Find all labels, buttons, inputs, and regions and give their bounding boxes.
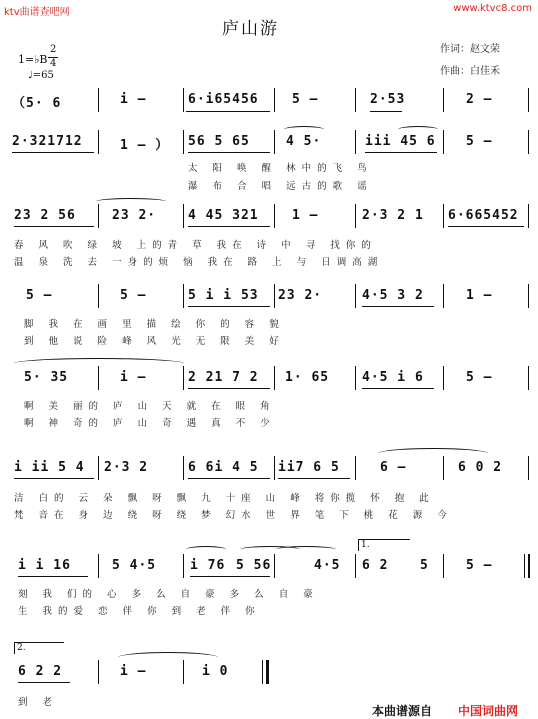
- volta-first: 1.: [361, 540, 370, 550]
- page-title: 庐山游: [222, 19, 279, 39]
- measure: 5 –: [466, 558, 493, 573]
- measure: 1 –: [292, 208, 319, 223]
- lyrics-verse-1: 刻 我 们的 心 多 么 自 豪 多 么 自 豪: [18, 589, 319, 600]
- lyrics-verse-2: 到 他 说 险 峰 风 光 无 限 美 好: [24, 336, 285, 347]
- measure: ii7 6 5: [278, 460, 340, 475]
- measure: i 76: [190, 558, 226, 573]
- measure: 1 –: [466, 288, 493, 303]
- lyrics-verse-2: 啊 神 奇的 庐 山 奇 遇 真 不 少: [24, 418, 276, 429]
- measure: 5· 35: [24, 370, 69, 385]
- measure: i –: [120, 664, 147, 679]
- measure: 4·5 3 2: [362, 288, 424, 303]
- key-signature: 1=♭B: [18, 53, 48, 66]
- watermark-right: www.ktvc8.com: [453, 3, 532, 14]
- measure: 5 56: [236, 558, 272, 573]
- measure: 2 21 7 2: [188, 370, 259, 385]
- time-signature-bottom: 4: [50, 58, 57, 69]
- measure: i ii 5 4: [14, 460, 85, 475]
- measure: 4·5 i 6: [362, 370, 424, 385]
- measure: 2·3 2: [104, 460, 149, 475]
- measure: i i 16: [18, 558, 71, 573]
- measure: i –: [120, 92, 147, 107]
- measure: 5 i i 53: [188, 288, 259, 303]
- lyrics-verse-1: 太 阳 唤 醒 林中的飞 鸟: [188, 163, 373, 174]
- measure: （5· 6: [12, 96, 62, 111]
- measure: 5 –: [292, 92, 319, 107]
- lyrics-verse-2: 瀑 布 合 唱 远古的歌 谣: [188, 181, 373, 192]
- measure: 5: [420, 558, 429, 573]
- lyricist-credit: 作词：赵文荣: [440, 44, 500, 55]
- composer-credit: 作曲：白佳禾: [440, 66, 500, 77]
- measure: 4 45 321: [188, 208, 259, 223]
- measure: 23 2·: [278, 288, 323, 303]
- measure: 6 6i 4 5: [188, 460, 259, 475]
- measure: 2·3 2 1: [362, 208, 424, 223]
- measure: 6·i65456: [188, 92, 259, 107]
- measure: 4·5: [314, 558, 341, 573]
- measure: 5 –: [466, 134, 493, 149]
- volta-second: 2.: [17, 643, 26, 653]
- measure: 6 0 2: [458, 460, 503, 475]
- measure: 23 2 56: [14, 208, 76, 223]
- measure: 5 4·5: [112, 558, 157, 573]
- measure: 6·665452: [448, 208, 519, 223]
- lyrics-verse-2: 梵 音在 身 边 绕 呀 绕 梦 幻水 世 界 笔 下 桃 花 源 今: [14, 510, 453, 521]
- lyrics-verse-1: 啊 美 丽的 庐 山 天 就 在 眼 角: [24, 401, 276, 412]
- measure: 5 –: [466, 370, 493, 385]
- measure: i –: [120, 370, 147, 385]
- footer-site-link[interactable]: 中国词曲网: [458, 704, 519, 718]
- tempo-mark: ♩=65: [28, 70, 54, 81]
- lyrics-verse-1: 脚 我 在 画 里 描 绘 你 的 容 貌: [24, 319, 285, 330]
- measure: 5 –: [120, 288, 147, 303]
- footer-source-label: 本曲谱源自: [372, 704, 433, 718]
- measure: 56 5 65: [188, 134, 250, 149]
- lyrics-verse-1: 洁 白的 云 朵 飘 呀 飘 九 十座 山 峰 将你揽 怀 抱 此: [14, 493, 435, 504]
- measure: 2·321712: [12, 134, 83, 149]
- measure: iii 45 6: [365, 134, 436, 149]
- measure: 6 –: [380, 460, 407, 475]
- measure: 1 – ）: [120, 138, 170, 153]
- lyrics-verse-1: 春 风 吹 绿 坡 上的青 草 我在 诗 中 寻 找你的: [14, 240, 377, 251]
- lyrics-verse-1: 到 老: [18, 697, 59, 708]
- measure: 2 –: [466, 92, 493, 107]
- measure: i 0: [202, 664, 229, 679]
- time-signature-top: 2: [50, 44, 57, 55]
- measure: 4 5·: [286, 134, 322, 149]
- lyrics-verse-2: 生 我的爱 恋 伴 你 到 老 伴 你: [18, 606, 261, 617]
- watermark-left: ktv曲谱查吧网: [4, 7, 70, 18]
- measure: 1· 65: [285, 370, 330, 385]
- measure: 6 2: [362, 558, 389, 573]
- measure: 5 –: [26, 288, 53, 303]
- measure: 23 2·: [112, 208, 157, 223]
- measure: 6 2 2: [18, 664, 63, 679]
- measure: 2·53: [370, 92, 406, 107]
- lyrics-verse-2: 温 泉 洗 去 一身的烦 恼 我在 路 上 与 日调高湖: [14, 257, 384, 268]
